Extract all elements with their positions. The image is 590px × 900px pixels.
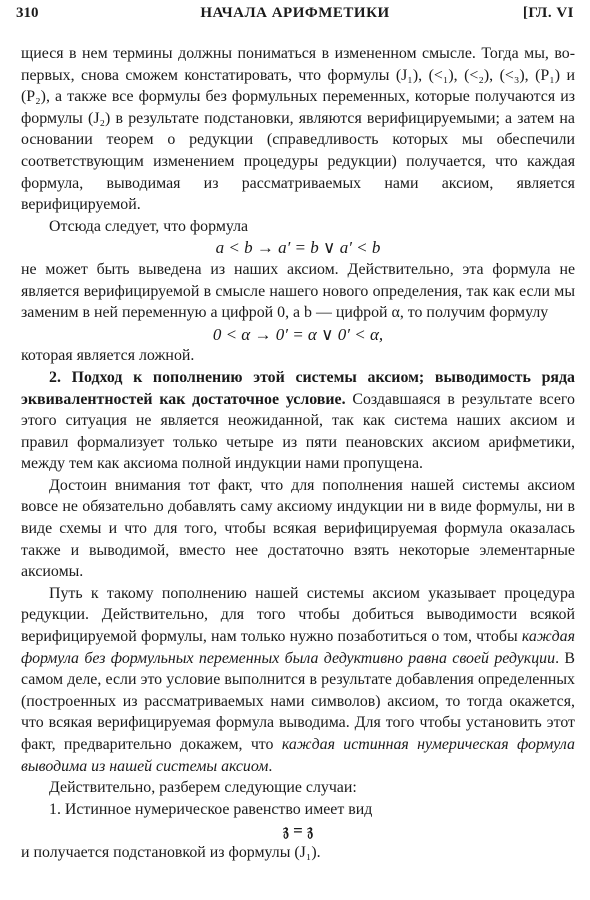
- paragraph-3: не может быть выведена из наших аксиом. Действительно, эта формула не является верифицируемой в смысле нашего нового определения, так как если мы заменим в ней переменную a цифрой 0, а b — цифрой α, то получим формулу: [21, 260, 575, 322]
- paragraph-7-italic-1: каждая формула без формульных переменных была дедуктивно равна своей редукции: [21, 628, 575, 667]
- chapter-label: [ГЛ. VI: [522, 5, 574, 21]
- paragraph-7-italic-2: каждая истинная нумерическая формула выводима из нашей системы аксиом: [21, 736, 575, 775]
- running-title: НАЧАЛА АРИФМЕТИКИ: [200, 5, 390, 21]
- paragraph-5-text: Создавшаяся в результате всего этого ситуация не является неожиданной, так как система наших аксиом и правил формализует только четыре из пяти пеановских аксиом арифметики, между тем как аксиома полной индукции нами пропущена.: [21, 390, 575, 473]
- paragraph-2: Отсюда следует, что формула: [49, 217, 249, 235]
- formula-3: 𝔷 = 𝔷: [282, 821, 314, 841]
- paragraph-7-a: Путь к такому пополнению нашей системы аксиом указывает процедура редукции. Действительно, для того чтобы добиться выводимости всякой верифицируемой формулы, нам только нужно позаботиться о том, чтобы: [21, 584, 575, 646]
- paragraph-8: Действительно, разберем следующие случаи:: [49, 779, 357, 797]
- paragraph-6: Достоин внимания тот факт, что для пополнения нашей системы аксиом вовсе не обязательно добавлять саму аксиому индукции ни в виде формулы, ни в виде схемы и что для того, чтобы всякая верифицируемая формула оказалась также и выводимой, вместо нее достаточно взять некоторые элементарные аксиомы.: [21, 476, 575, 581]
- formula-1: a < b → a′ = b ∨ a′ < b: [215, 238, 381, 258]
- paragraph-5: [21, 367, 575, 475]
- section-heading: 2. Подход к пополнению этой системы аксиом; выводимость ряда эквивалентностей как достаточное условие.: [21, 368, 575, 408]
- formula-2: 0 < α → 0′ = α ∨ 0′ < α,: [212, 324, 384, 344]
- page-number: 310: [16, 5, 39, 21]
- page-header: [16, 5, 574, 25]
- paragraph-4: которая является ложной.: [21, 347, 195, 365]
- page-body: [21, 43, 575, 864]
- paragraph-7-b: . В самом деле, если это условие выполнится в результате добавления определенных (построенных из рассматриваемых нами символов) аксиом, то тогда окажется, что всякая верифицируемая формула выводима. Для того чтобы установить этот факт, предварительно докажем, что: [21, 649, 576, 753]
- paragraph-7-c: .: [268, 757, 273, 775]
- paragraph-10: и получается подстановкой из формулы (J₁).: [21, 843, 321, 861]
- paragraph-7: [21, 583, 575, 777]
- paragraph-9: 1. Истинное нумерическое равенство имеет вид: [49, 800, 373, 818]
- paragraph-1: щиеся в нем термины должны пониматься в измененном смысле. Тогда мы, во-первых, снова сможем констатировать, что формулы (J₁), (<₁), (<₂), (<₃), (P₁) и (P₂), а также все формулы без формульных переменных, которые получаются из формулы (J₂) в результате подстановки, являются верифицируемыми; а затем на основании теорем о редукции (справедливость которых мы обеспечили соответствующим изменением процедуры редукции) получается, что каждая формула, выводимая из рассматриваемых нами аксиом, является верифицируемой.: [21, 45, 575, 214]
